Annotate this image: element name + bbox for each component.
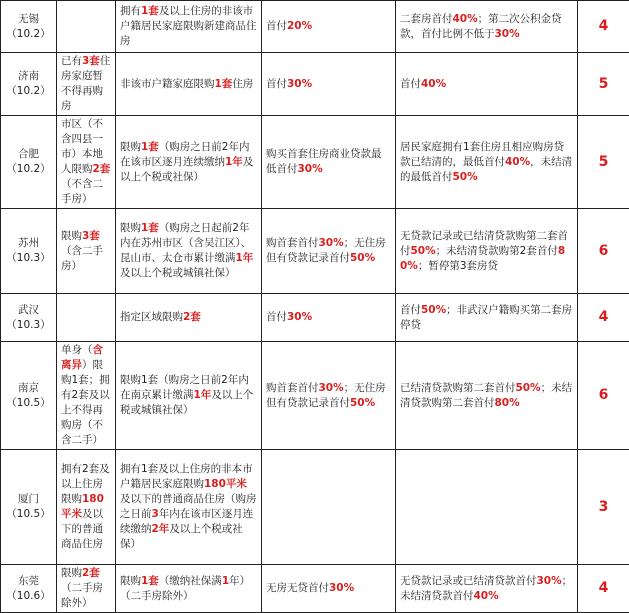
highlight-text: 2套: [183, 311, 201, 323]
measure-count: 5: [578, 53, 629, 116]
cell-text: （二手房除外）: [61, 582, 103, 609]
second-home-downpayment-cell: [396, 565, 578, 613]
local-household-limit-cell: [57, 342, 116, 450]
cell-text: ；第二次公积金贷款，首付比例不低于: [400, 13, 562, 40]
cell-text: ；无住房但有贷款记录首付: [266, 237, 386, 264]
cell-text: 首付: [266, 311, 287, 323]
cell-text: 及以上个税或社保）: [120, 156, 253, 183]
highlight-text: 30%: [319, 237, 344, 249]
highlight-text: 3套: [82, 55, 100, 67]
cell-text: ；未结清贷款购第2套首付: [436, 245, 558, 257]
first-home-downpayment-cell: [262, 450, 396, 565]
city-cell: [1, 209, 57, 294]
first-home-downpayment-cell: [262, 565, 396, 613]
highlight-text: 3套: [82, 230, 100, 242]
cell-text: 首付: [266, 78, 287, 90]
cell-text: 首付: [266, 20, 287, 32]
table-row: [1, 116, 629, 209]
cell-text: 限购: [61, 230, 82, 242]
local-household-limit-cell: [57, 1, 116, 53]
local-household-limit-cell: [57, 116, 116, 209]
second-home-downpayment-cell: [396, 209, 578, 294]
cell-text: 拥有: [120, 5, 141, 17]
cell-text: ，未结清的最低首付: [400, 156, 572, 183]
highlight-text: 180平米: [61, 493, 104, 520]
cell-text: ；未结清贷款购第二套首付: [400, 382, 572, 409]
policy-date: （10.2）: [3, 27, 54, 42]
measure-count: 4: [578, 565, 629, 613]
measure-count: 3: [578, 450, 629, 565]
table-row: [1, 209, 629, 294]
city-cell: [1, 1, 57, 53]
cell-text: 限购: [61, 567, 82, 579]
cell-text: （缴纳社保满: [159, 575, 222, 587]
cell-text: （含二手房）: [61, 245, 103, 272]
first-home-downpayment-cell: [262, 294, 396, 342]
second-home-downpayment-cell: [396, 450, 578, 565]
policy-date: （10.5）: [3, 507, 54, 522]
policy-date: （10.2）: [3, 162, 54, 177]
highlight-text: 30%: [319, 382, 344, 394]
cell-text: 限购: [120, 575, 141, 587]
second-home-downpayment-cell: [396, 342, 578, 450]
cell-text: 二套房首付: [400, 13, 453, 25]
highlight-text: 30%: [287, 78, 312, 90]
first-home-downpayment-cell: [262, 116, 396, 209]
highlight-text: 30%: [329, 582, 354, 594]
highlight-text: 50%: [411, 245, 436, 257]
city-name: 东莞: [3, 574, 54, 589]
city-cell: [1, 450, 57, 565]
cell-text: ；无住房但有贷款记录首付: [266, 382, 386, 409]
table-row: [1, 565, 629, 613]
highlight-text: 20%: [287, 20, 312, 32]
highlight-text: 含离异: [61, 344, 103, 371]
city-cell: [1, 294, 57, 342]
cell-text: 及以上个税或社保）: [120, 523, 243, 550]
second-home-downpayment-cell: [396, 1, 578, 53]
nonlocal-household-limit-cell: [116, 342, 262, 450]
highlight-text: 1套: [141, 222, 159, 234]
cell-text: 及以上个税或城镇社保）: [120, 389, 253, 416]
cell-text: 无贷款记录或已结清贷款购第二套首付: [400, 230, 568, 257]
nonlocal-household-limit-cell: [116, 450, 262, 565]
cell-text: 首付: [400, 304, 421, 316]
table-row: [1, 294, 629, 342]
highlight-text: 50%: [421, 304, 446, 316]
policy-date: （10.5）: [3, 396, 54, 411]
highlight-text: 180平米: [204, 478, 247, 490]
table-row: [1, 53, 629, 116]
highlight-text: 1年: [225, 156, 243, 168]
cell-text: ；未结清贷款首付: [400, 575, 572, 602]
highlight-text: 30%: [495, 28, 520, 40]
cell-text: 无房无贷首付: [266, 582, 329, 594]
cell-text: 限购: [120, 222, 141, 234]
cell-text: 已有: [61, 55, 82, 67]
cell-text: 已结清贷款购第二套首付: [400, 382, 516, 394]
local-household-limit-cell: [57, 565, 116, 613]
highlight-text: 30%: [287, 311, 312, 323]
highlight-text: 40%: [505, 156, 530, 168]
cell-text: 指定区域限购: [120, 311, 183, 323]
first-home-downpayment-cell: [262, 342, 396, 450]
highlight-text: 1套: [141, 575, 159, 587]
cell-text: 购首套首付: [266, 382, 319, 394]
cell-text: 市区（不含四县一市）本地人限购: [61, 118, 103, 175]
cell-text: ）限购1套；拥有2套及以上不得再购房（不含二手）: [61, 359, 110, 446]
city-name: 济南: [3, 69, 54, 84]
nonlocal-household-limit-cell: [116, 209, 262, 294]
policy-date: （10.3）: [3, 318, 54, 333]
measure-count: 4: [578, 294, 629, 342]
highlight-text: 50%: [350, 252, 375, 264]
cell-text: 首付: [400, 78, 421, 90]
city-cell: [1, 116, 57, 209]
highlight-text: 1年: [236, 252, 254, 264]
highlight-text: 1套: [215, 78, 233, 90]
table-row: [1, 342, 629, 450]
highlight-text: 80%: [495, 397, 520, 409]
cell-text: ；暂停第3套房贷: [418, 260, 498, 272]
measure-count: 4: [578, 1, 629, 53]
city-cell: [1, 342, 57, 450]
measure-count: 6: [578, 209, 629, 294]
local-household-limit-cell: [57, 53, 116, 116]
highlight-text: 50%: [350, 397, 375, 409]
highlight-text: 50%: [453, 171, 478, 183]
cell-text: 年内在该市区逐月连续缴纳: [120, 508, 253, 535]
nonlocal-household-limit-cell: [116, 53, 262, 116]
cell-text: 无贷款记录或已结清贷款首付: [400, 575, 537, 587]
nonlocal-household-limit-cell: [116, 116, 262, 209]
highlight-text: 40%: [421, 78, 446, 90]
city-cell: [1, 565, 57, 613]
city-name: 南京: [3, 381, 54, 396]
policy-date: （10.3）: [3, 251, 54, 266]
policy-date: （10.6）: [3, 589, 54, 604]
city-cell: [1, 53, 57, 116]
nonlocal-household-limit-cell: [116, 1, 262, 53]
cell-text: 及以下的普通商品住房: [61, 508, 103, 550]
cell-text: 及以上住房的非该市户籍居民家庭限购新建商品住房: [120, 5, 257, 47]
city-name: 武汉: [3, 303, 54, 318]
city-name: 苏州: [3, 236, 54, 251]
highlight-text: 1年: [194, 389, 212, 401]
cell-text: 限购: [120, 141, 141, 153]
table-row: [1, 1, 629, 53]
highlight-text: 40%: [453, 13, 478, 25]
highlight-text: 40%: [474, 590, 499, 602]
cell-text: 住房: [232, 78, 253, 90]
highlight-text: 2套: [93, 163, 111, 175]
cell-text: （购房之日前2年内在该市区逐月连续缴纳: [120, 141, 250, 168]
city-name: 无锡: [3, 12, 54, 27]
second-home-downpayment-cell: [396, 294, 578, 342]
cell-text: 年）（二手房除外）: [120, 575, 250, 602]
cell-text: 单身（: [61, 344, 93, 356]
local-household-limit-cell: [57, 209, 116, 294]
cell-text: （购房之日起前2年内在苏州市区（含吴江区）、昆山市、太仓市累计缴满: [120, 222, 251, 264]
highlight-text: 2套: [82, 567, 100, 579]
cell-text: 限购1套（购房之日前2年内在南京累计缴满: [120, 374, 249, 401]
highlight-text: 2年: [152, 523, 170, 535]
local-household-limit-cell: [57, 450, 116, 565]
cell-text: 拥有2套及以上住房限购: [61, 463, 110, 505]
policy-date: （10.2）: [3, 84, 54, 99]
city-name: 厦门: [3, 492, 54, 507]
cell-text: 居民家庭拥有1套住房且相应购房贷款已结清的，最低首付: [400, 141, 564, 168]
cell-text: 购买首套住房商业贷款最低首付: [266, 148, 382, 175]
cell-text: ；非武汉户籍购买第二套房停贷: [400, 304, 572, 331]
highlight-text: 1套: [141, 141, 159, 153]
first-home-downpayment-cell: [262, 1, 396, 53]
nonlocal-household-limit-cell: [116, 294, 262, 342]
highlight-text: 80%: [400, 245, 565, 272]
nonlocal-household-limit-cell: [116, 565, 262, 613]
measure-count: 6: [578, 342, 629, 450]
cell-text: 拥有1套及以上住房的非本市户籍居民家庭限购: [120, 463, 253, 490]
first-home-downpayment-cell: [262, 209, 396, 294]
cell-text: 非该市户籍家庭限购: [120, 78, 215, 90]
highlight-text: 30%: [537, 575, 562, 587]
highlight-text: 1套: [141, 5, 159, 17]
cell-text: 及以下的普通商品住房（购房之日前: [120, 493, 257, 520]
highlight-text: 30%: [298, 163, 323, 175]
first-home-downpayment-cell: [262, 53, 396, 116]
measure-count: 5: [578, 116, 629, 209]
local-household-limit-cell: [57, 294, 116, 342]
cell-text: 购首套首付: [266, 237, 319, 249]
second-home-downpayment-cell: [396, 53, 578, 116]
cell-text: 及以上个税或城镇社保）: [120, 267, 236, 279]
highlight-text: 50%: [516, 382, 541, 394]
city-name: 合肥: [3, 147, 54, 162]
table-row: [1, 450, 629, 565]
second-home-downpayment-cell: [396, 116, 578, 209]
highlight-text: 1: [222, 575, 229, 587]
highlight-text: 3: [152, 508, 159, 520]
cell-text: （不含二手房）: [61, 178, 103, 205]
cell-text: 住房家庭暂不得再购房: [61, 55, 110, 112]
